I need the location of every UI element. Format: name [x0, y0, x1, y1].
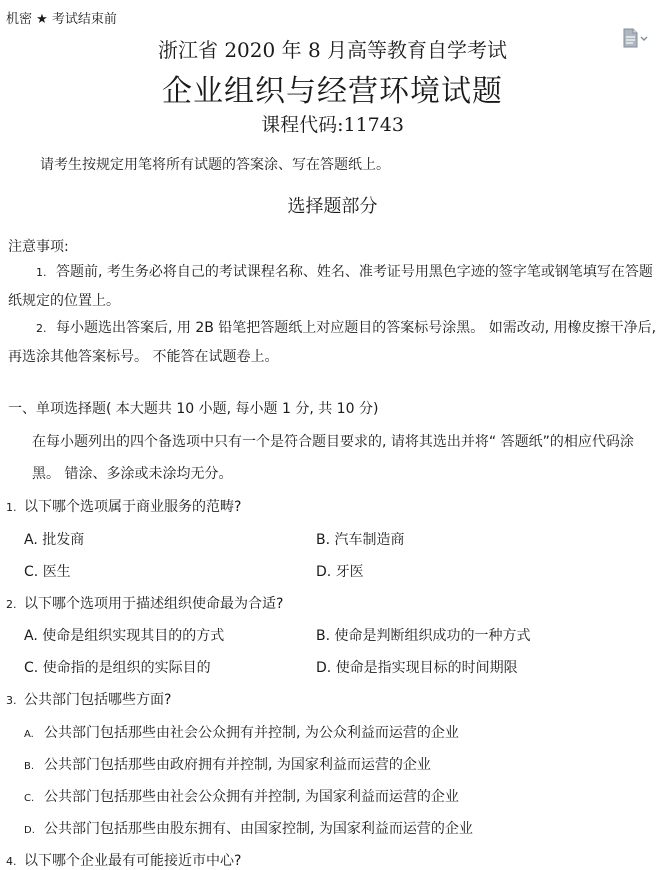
option-text: 牙医	[335, 564, 364, 580]
option-letter: B.	[316, 532, 331, 548]
option	[24, 657, 211, 677]
option-letter: D.	[316, 660, 332, 676]
option	[24, 754, 431, 774]
option	[316, 561, 364, 581]
option-letter: D.	[316, 564, 332, 580]
option-text: 公共部门包括那些由社会公众拥有并控制, 为公众利益而运营的企业	[44, 725, 459, 741]
option-letter: A.	[24, 532, 38, 548]
note-text: 答题前, 考生务必将自己的考试课程名称、姓名、准考证号用黑色字迹的签字笔或钢笔填写在答题纸规定的位置上。	[8, 264, 653, 309]
instruction-text: 请考生按规定用笔将所有试题的答案涂、写在答题纸上。	[40, 157, 390, 173]
confidential-note: 机密 ★ 考试结束前	[6, 12, 117, 27]
option-letter: C.	[24, 793, 35, 804]
course-code: 课程代码:11743	[261, 114, 404, 136]
question-text: 公共部门包括哪些方面?	[24, 692, 172, 708]
option	[24, 722, 459, 742]
question-stem	[6, 850, 241, 870]
note-text: 每小题选出答案后, 用 2B 铅笔把答题纸上对应题目的答案标号涂黑。 如需改动, 用橡皮擦干净后, 再选涂其他答案标号。 不能答在试题卷上。	[8, 320, 657, 365]
question-text: 以下哪个选项属于商业服务的范畴?	[24, 499, 242, 515]
notes-heading: 注意事项:	[8, 239, 69, 255]
question-text: 以下哪个选项用于描述组织使命最为合适?	[24, 596, 284, 612]
part-title: 选择题部分	[287, 196, 378, 217]
option-text: 医生	[42, 564, 71, 580]
question-stem	[6, 593, 283, 613]
option	[24, 529, 84, 549]
option	[316, 625, 531, 645]
option	[316, 529, 405, 549]
option-letter: A.	[24, 628, 38, 644]
option-text: 使命是组织实现其目的的方式	[42, 628, 225, 644]
option-text: 使命是判断组织成功的一种方式	[334, 628, 531, 644]
option-letter: C.	[24, 564, 39, 580]
paper-title: 企业组织与经营环境试题	[162, 74, 503, 109]
question-number: 2.	[6, 598, 17, 611]
option-text: 使命指的是组织的实际目的	[42, 660, 211, 676]
section-heading: 一、单项选择题( 本大题共 10 小题, 每小题 1 分, 共 10 分)	[8, 401, 379, 417]
option-text: 公共部门包括那些由社会公众拥有并控制, 为国家利益而运营的企业	[44, 789, 459, 805]
option-text: 使命是指实现目标的时间期限	[335, 660, 518, 676]
note-item	[8, 258, 658, 315]
option-letter: A.	[24, 729, 34, 740]
option-letter: B.	[24, 761, 35, 772]
note-item	[8, 314, 658, 371]
section-description: 在每小题列出的四个备选项中只有一个是符合题目要求的, 请将其选出并将“ 答题纸”的相应代码涂黑。 错涂、多涂或未涂均无分。	[32, 434, 634, 482]
note-number: 1.	[36, 266, 47, 279]
option-text: 公共部门包括那些由股东拥有、由国家控制, 为国家利益而运营的企业	[44, 821, 473, 837]
question-text: 以下哪个企业最有可能接近市中心?	[24, 853, 242, 869]
note-number: 2.	[36, 322, 47, 335]
exam-title: 浙江省 2020 年 8 月高等教育自学考试	[157, 38, 508, 62]
option-letter: D.	[24, 825, 35, 836]
question-stem	[6, 689, 171, 709]
option-letter: B.	[316, 628, 331, 644]
option-text: 公共部门包括那些由政府拥有并控制, 为国家利益而运营的企业	[44, 757, 431, 773]
question-number: 1.	[6, 501, 17, 514]
option	[316, 657, 518, 677]
question-stem	[6, 496, 241, 516]
question-number: 3.	[6, 694, 17, 707]
option-letter: C.	[24, 660, 39, 676]
option	[24, 786, 459, 806]
option-text: 汽车制造商	[334, 532, 405, 548]
question-number: 4.	[6, 855, 17, 868]
option	[24, 818, 473, 838]
option-text: 批发商	[42, 532, 85, 548]
option	[24, 561, 71, 581]
option	[24, 625, 224, 645]
